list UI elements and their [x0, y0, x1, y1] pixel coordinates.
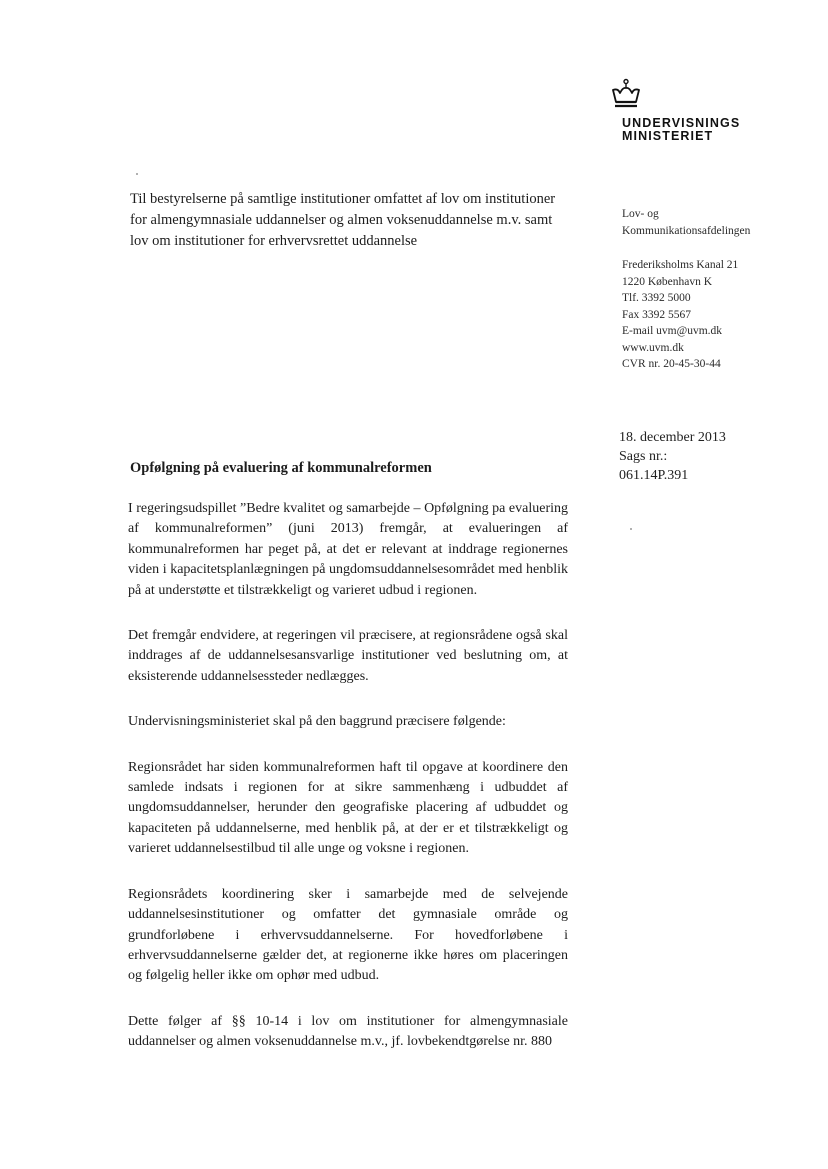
- street-address: Frederiksholms Kanal 21: [622, 259, 739, 271]
- contact-details: [622, 257, 822, 373]
- letter-meta: [619, 428, 726, 485]
- letter-title: Opfølgning på evaluering af kommunalreformen: [130, 460, 432, 476]
- paragraph: I regeringsudspillet ”Bedre kvalitet og samarbejde – Opfølgning pa evaluering af kommunalreformen” (juni 2013) fremgår, at evalueringen af kommunalreformen har peget på, at det er relevant at inddrage regionernes viden i kapacitetsplanlægningen på ungdomsuddannelsesområdet med henblik på at understøtte et tilstrækkeligt og varieret udbud i regionen.: [128, 501, 568, 598]
- ministry-name-line2: MINISTERIET: [622, 129, 714, 143]
- department: [622, 206, 822, 239]
- paragraph: Regionsrådet har siden kommunalreformen haft til opgave at koordinere den samlede indsats i regionen for at sikre sammenhæng i udbuddet af ungdomsuddannelser, herunder den geografiske placering af udbuddet og kapaciteten på uddannelserne, med henblik på, at der er et tilstrækkeligt og varieret uddannelsestilbud til alle unge og voksne i regionen.: [128, 759, 568, 857]
- paragraph: Det fremgår endvidere, at regeringen vil præcisere, at regionsrådene også skal inddrages af de uddannelsesansvarlige institutioner ved beslutning om, at eksisterende uddannelsessteder nedlægges.: [128, 628, 568, 684]
- address-line: for almengymnasiale uddannelser og almen voksenuddannelse m.v. samt: [130, 212, 553, 228]
- ministry-name-line1: UNDERVISNINGS: [622, 116, 741, 130]
- department-line: Lov- og: [622, 208, 659, 220]
- letter-date: 18. december 2013: [619, 430, 726, 445]
- phone: Tlf. 3392 5000: [622, 292, 691, 304]
- postal-city: 1220 København K: [622, 275, 713, 288]
- crown-icon: [610, 78, 642, 110]
- case-number: 061.14P.391: [619, 468, 689, 483]
- department-line: Kommunikationsafdelingen: [622, 224, 751, 237]
- website: www.uvm.dk: [622, 341, 684, 354]
- ministry-name: [622, 117, 740, 143]
- address-line: lov om institutioner for erhvervsrettet uddannelse: [130, 233, 418, 249]
- paragraph: Undervisningsministeriet skal på den baggrund præcisere følgende:: [128, 714, 506, 730]
- fax: Fax 3392 5567: [622, 308, 691, 321]
- scan-speck: [136, 173, 138, 175]
- ministry-logo: [610, 78, 642, 115]
- email: E-mail uvm@uvm.dk: [622, 325, 723, 337]
- cvr-number: CVR nr. 20-45-30-44: [622, 358, 721, 370]
- case-number-label: Sags nr.:: [619, 449, 668, 464]
- recipient-address: [130, 189, 580, 252]
- paragraph: Dette følger af §§ 10-14 i lov om institutioner for almengymnasiale uddannelser og almen voksenuddannelse m.v., jf. lovbekendtgørelse nr. 880: [128, 1013, 568, 1050]
- paragraph: Regionsrådets koordinering sker i samarbejde med de selvejende uddannelsesinstitutioner og omfatter det gymnasiale område og grundforløbene i erhvervsuddannelserne. For hovedforløbene i erhvervsuddannelserne gælder det, at regionerne ikke høres om placeringen og følgelig heller ikke om ophør med udbud.: [128, 886, 568, 984]
- sender-info: [622, 206, 822, 373]
- scan-speck: [630, 528, 632, 530]
- address-line: Til bestyrelserne på samtlige institutioner omfattet af lov om institutioner: [130, 191, 556, 207]
- letter-body: [128, 499, 568, 1053]
